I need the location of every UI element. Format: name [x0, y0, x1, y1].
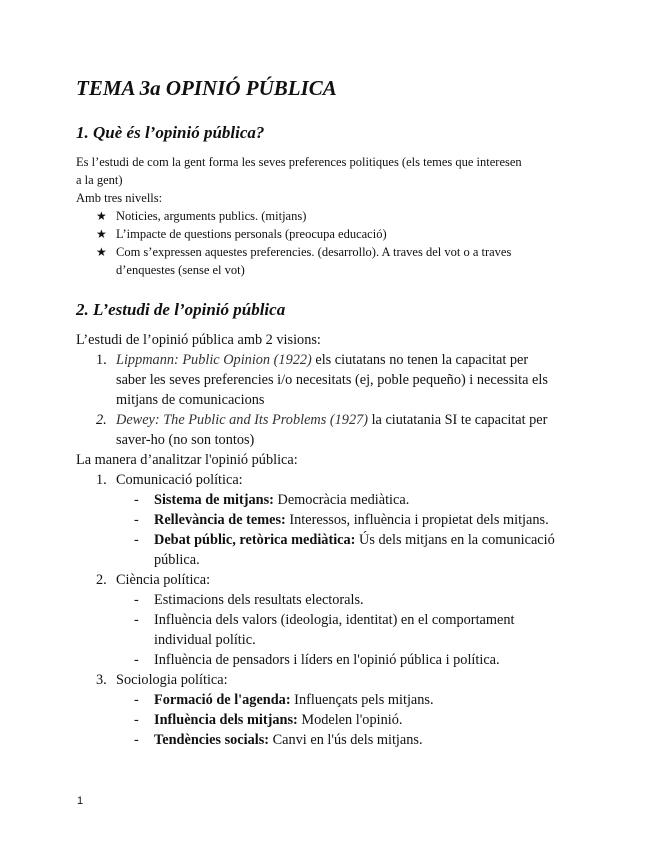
list-item: [76, 410, 586, 450]
item-text: Modelen l'opinió.: [297, 712, 403, 728]
list-item: [76, 710, 586, 730]
item-text: Interessos, influència i propietat dels mitjans.: [285, 512, 549, 528]
list-item: [76, 530, 586, 570]
dash-bullet: -: [134, 532, 139, 548]
item-term: Rellevància de temes:: [154, 512, 286, 528]
reference-citation: Dewey: The Public and Its Problems (1927): [116, 412, 368, 428]
star-bullet-icon: ★: [96, 227, 107, 241]
section2-heading: 2. L’estudi de l’opinió pública: [76, 300, 286, 319]
item-term: Debat públic, retòrica mediàtica:: [154, 532, 356, 548]
list-number: 2.: [96, 412, 107, 428]
item-text: Influència dels valors (ideologia, identitat) en el comportament: [154, 612, 515, 628]
item-term: Influència dels mitjans:: [154, 712, 298, 728]
list-item-text: els ciutatans no tenen la capacitat per: [311, 352, 529, 368]
list-item: [76, 225, 586, 243]
list-item-text-cont: saver-ho (no son tontos): [116, 432, 255, 448]
item-text: Democràcia mediàtica.: [273, 492, 410, 508]
list-item-text: Com s’expressen aquestes preferencies. (desarrollo). A traves del vot o a traves: [116, 245, 512, 259]
star-bullet-icon: ★: [96, 209, 107, 223]
list-number: 3.: [96, 672, 107, 688]
list-item: [76, 650, 586, 670]
list-item: [76, 690, 586, 710]
analysis-category: [76, 570, 586, 590]
list-item: [76, 350, 586, 410]
item-text-cont: individual polític.: [154, 632, 256, 648]
dash-bullet: -: [134, 492, 139, 508]
list-item-text-cont: d’enquestes (sense el vot): [116, 263, 245, 277]
list-number: 1.: [96, 352, 107, 368]
analysis-category: [76, 670, 586, 690]
analysis-category: [76, 470, 586, 490]
item-text: Ús dels mitjans en la comunicació: [355, 532, 555, 548]
list-item: [76, 490, 586, 510]
item-text-cont: pública.: [154, 552, 200, 568]
dash-bullet: -: [134, 692, 139, 708]
item-term: Sistema de mitjans:: [154, 492, 274, 508]
dash-bullet: -: [134, 652, 139, 668]
list-item-text: la ciutatania SI te capacitat per: [368, 412, 548, 428]
dash-bullet: -: [134, 712, 139, 728]
item-text: Influençats pels mitjans.: [290, 692, 434, 708]
item-text: Estimacions dels resultats electorals.: [154, 592, 364, 608]
levels-intro: Amb tres nivells:: [76, 191, 163, 205]
item-text: Influència de pensadors i líders en l'opinió pública i política.: [154, 652, 500, 668]
page-number: 1: [77, 795, 84, 807]
dash-bullet: -: [134, 512, 139, 528]
section1-heading: 1. Què és l’opinió pública?: [76, 123, 265, 142]
list-item-text-cont: saber les seves preferencies i/o necesitats (ej, poble pequeño) i necessita els: [116, 372, 548, 388]
category-label: Ciència política:: [116, 572, 211, 588]
list-number: 2.: [96, 572, 107, 588]
star-bullet-icon: ★: [96, 245, 107, 259]
list-item-text-cont: mitjans de comunicacions: [116, 392, 265, 408]
visions-intro: L’estudi de l’opinió pública amb 2 visions:: [76, 332, 321, 348]
section2-body: [76, 330, 586, 750]
analysis-intro: La manera d’analitzar l'opinió pública:: [76, 452, 298, 468]
section1-body: [76, 153, 586, 279]
item-term: Tendències socials:: [154, 732, 270, 748]
dash-bullet: -: [134, 592, 139, 608]
list-item-text: L’impacte de questions personals (preocupa educació): [116, 227, 387, 241]
item-text: Canvi en l'ús dels mitjans.: [269, 732, 423, 748]
list-item: [76, 510, 586, 530]
category-label: Sociologia política:: [116, 672, 228, 688]
document-title: TEMA 3a OPINIÓ PÚBLICA: [76, 76, 337, 100]
list-item: [76, 610, 586, 650]
item-term: Formació de l'agenda:: [154, 692, 291, 708]
reference-citation: Lippmann: Public Opinion (1922): [116, 352, 312, 368]
list-item: [76, 590, 586, 610]
list-item: [76, 243, 586, 279]
intro-line: a la gent): [76, 173, 123, 187]
dash-bullet: -: [134, 732, 139, 748]
list-number: 1.: [96, 472, 107, 488]
list-item-text: Noticies, arguments publics. (mitjans): [116, 209, 307, 223]
intro-line: Es l’estudi de com la gent forma les seves preferences politiques (els temes que interesen: [76, 155, 522, 169]
list-item: [76, 730, 586, 750]
dash-bullet: -: [134, 612, 139, 628]
category-label: Comunicació política:: [116, 472, 243, 488]
list-item: [76, 207, 586, 225]
